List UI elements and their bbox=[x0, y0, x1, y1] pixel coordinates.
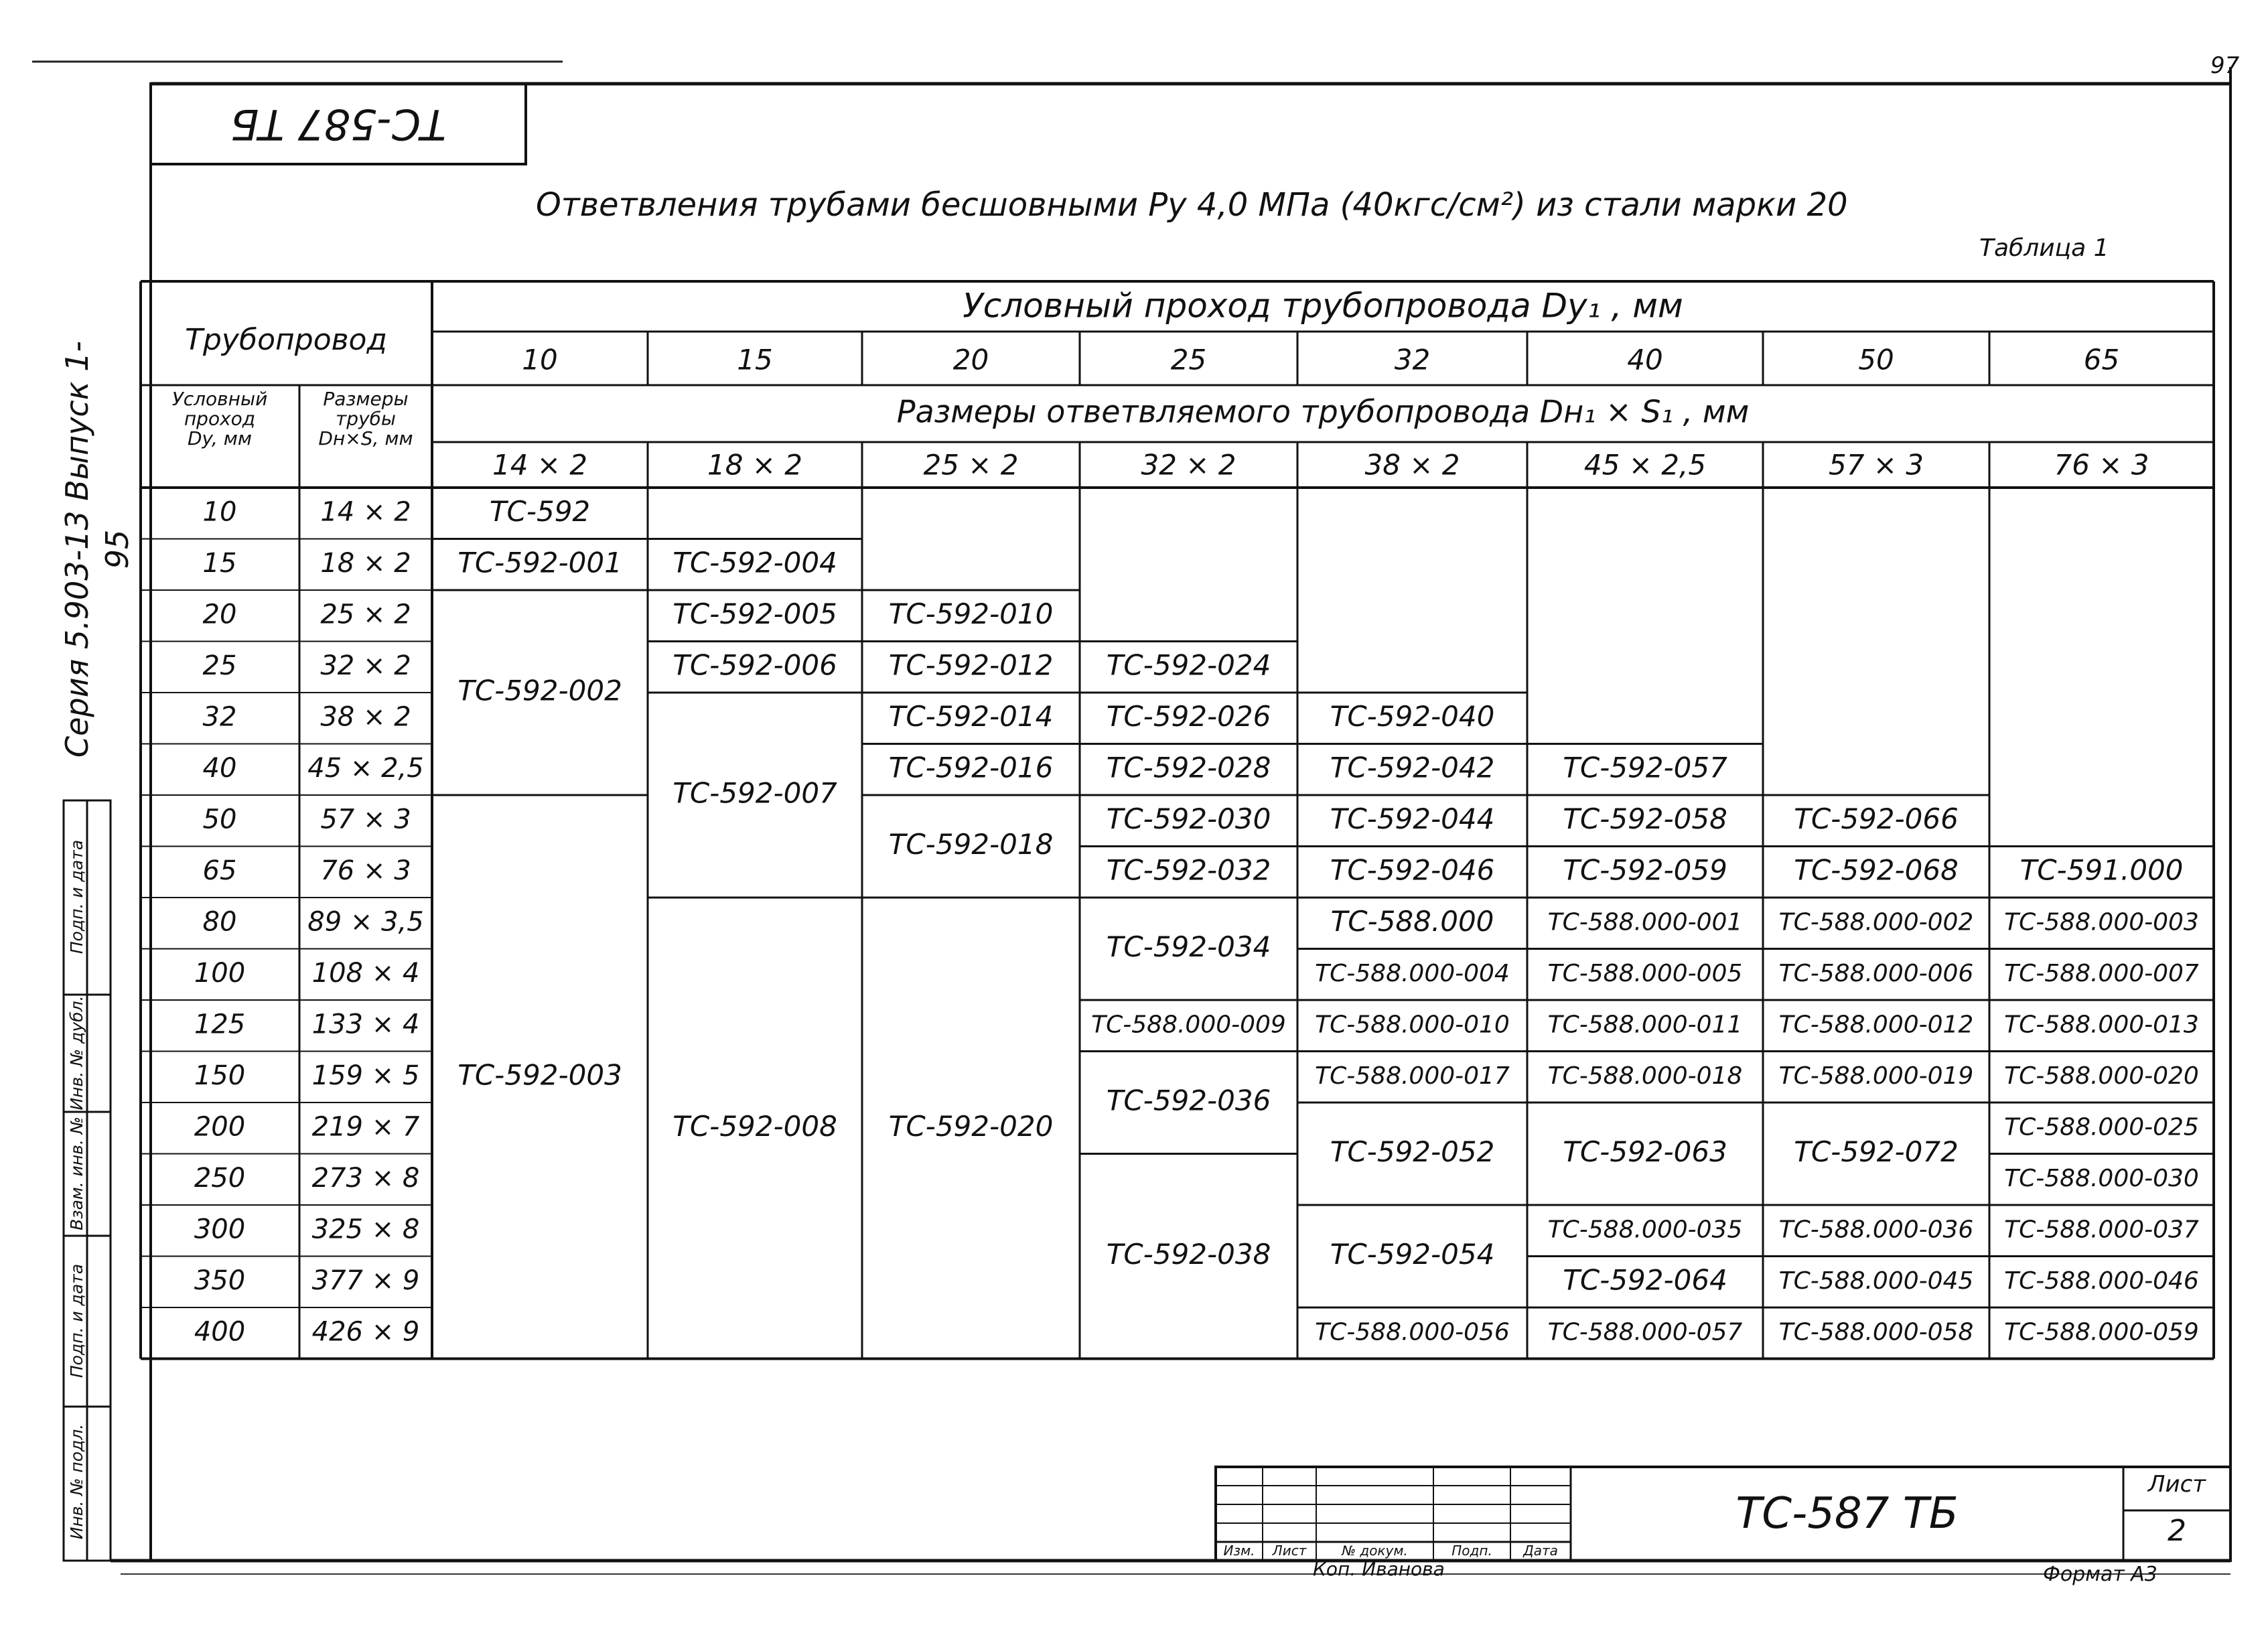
cell-тс-588-000-013: ТС-588.000-013 bbox=[2004, 1011, 2199, 1039]
cell-тс-592-007: ТС-592-007 bbox=[672, 776, 837, 810]
cell-тс-592-028: ТС-592-028 bbox=[1106, 751, 1271, 784]
side-stamp-inv-orig: Инв. № подл. bbox=[67, 1423, 86, 1540]
cell-тс-592-058: ТС-592-058 bbox=[1563, 802, 1727, 835]
cell-тс-592-054: ТС-592-054 bbox=[1330, 1238, 1495, 1271]
sub-header-dy: Условный bbox=[171, 388, 268, 410]
tb-copied-by: Коп. Иванова bbox=[1313, 1558, 1445, 1580]
pipeline-header: Трубопровод bbox=[185, 323, 387, 357]
cell-тс-592-018: ТС-592-018 bbox=[888, 828, 1054, 861]
sub-header-size: трубы bbox=[335, 407, 397, 430]
sub-header-size: Dн×S, мм bbox=[318, 427, 413, 449]
col-size-4: 38 × 2 bbox=[1364, 448, 1460, 482]
cell-тс-592-014: ТС-592-014 bbox=[888, 699, 1054, 733]
cell-тс-588-000-009: ТС-588.000-009 bbox=[1091, 1011, 1286, 1039]
cell-тс-588-000-057: ТС-588.000-057 bbox=[1547, 1318, 1743, 1346]
row-size-10: 133 × 4 bbox=[311, 1009, 420, 1040]
row-size-4: 38 × 2 bbox=[320, 701, 411, 733]
side-stamp-dup-inv: Инв. № дубл. bbox=[67, 995, 86, 1111]
col-size-1: 18 × 2 bbox=[707, 448, 803, 482]
cell-тс-592: ТС-592 bbox=[489, 494, 591, 528]
row-dy-65: 65 bbox=[202, 855, 237, 886]
cell-тс-588-000-030: ТС-588.000-030 bbox=[2004, 1164, 2199, 1192]
cell-тс-592-036: ТС-592-036 bbox=[1106, 1084, 1271, 1117]
cell-тс-592-040: ТС-592-040 bbox=[1330, 699, 1495, 733]
cell-тс-588-000-001: ТС-588.000-001 bbox=[1547, 908, 1743, 936]
cell-тс-588-000-002: ТС-588.000-002 bbox=[1778, 908, 1974, 936]
row-size-13: 273 × 8 bbox=[311, 1162, 420, 1194]
row-size-15: 377 × 9 bbox=[311, 1265, 420, 1296]
row-size-7: 76 × 3 bbox=[320, 855, 411, 886]
side-stamp-sign-date-2: Подп. и дата bbox=[67, 839, 86, 954]
row-dy-125: 125 bbox=[194, 1009, 246, 1040]
row-size-0: 14 × 2 bbox=[320, 496, 411, 528]
cell-тс-592-005: ТС-592-005 bbox=[672, 597, 837, 630]
cell-тс-588-000-059: ТС-588.000-059 bbox=[2004, 1318, 2199, 1346]
tb-label-sign: Подп. bbox=[1451, 1543, 1492, 1559]
cell-тс-592-010: ТС-592-010 bbox=[888, 597, 1054, 630]
row-dy-150: 150 bbox=[194, 1060, 246, 1091]
sub-header-size: Размеры bbox=[323, 388, 409, 410]
cell-тс-588-000-020: ТС-588.000-020 bbox=[2004, 1062, 2199, 1090]
tb-designation: ТС-587 ТБ bbox=[1735, 1489, 1959, 1539]
tb-format: Формат А3 bbox=[2043, 1563, 2157, 1586]
row-dy-80: 80 bbox=[202, 906, 237, 938]
col-size-2: 25 × 2 bbox=[923, 448, 1019, 482]
table-label: Таблица 1 bbox=[1979, 234, 2109, 262]
row-dy-200: 200 bbox=[194, 1111, 246, 1143]
row-dy-400: 400 bbox=[194, 1316, 246, 1348]
side-stamp-sign-date-1: Подп. и дата bbox=[67, 1263, 86, 1378]
row-dy-20: 20 bbox=[202, 599, 237, 630]
row-size-5: 45 × 2,5 bbox=[307, 752, 424, 784]
cell-тс-592-024: ТС-592-024 bbox=[1106, 648, 1271, 682]
cell-тс-592-008: ТС-592-008 bbox=[672, 1109, 837, 1143]
col-dy-40: 40 bbox=[1627, 343, 1663, 376]
row-dy-15: 15 bbox=[202, 547, 237, 579]
cell-тс-592-057: ТС-592-057 bbox=[1563, 751, 1727, 784]
cell-тс-588-000-019: ТС-588.000-019 bbox=[1778, 1062, 1974, 1090]
col-size-3: 32 × 2 bbox=[1141, 448, 1236, 482]
cell-тс-592-003: ТС-592-003 bbox=[457, 1058, 622, 1092]
cell-тс-592-001: ТС-592-001 bbox=[457, 546, 622, 579]
row-dy-300: 300 bbox=[194, 1214, 246, 1245]
tb-label-date: Дата bbox=[1523, 1543, 1558, 1559]
row-dy-40: 40 bbox=[202, 752, 237, 784]
cell-тс-588-000-036: ТС-588.000-036 bbox=[1778, 1216, 1974, 1244]
col-size-6: 57 × 3 bbox=[1828, 448, 1924, 482]
row-dy-250: 250 bbox=[194, 1162, 246, 1194]
row-size-11: 159 × 5 bbox=[311, 1060, 420, 1091]
cell-тс-592-016: ТС-592-016 bbox=[888, 751, 1054, 784]
cell-тс-588-000-011: ТС-588.000-011 bbox=[1547, 1011, 1743, 1039]
col-dy-50: 50 bbox=[1858, 343, 1894, 376]
cell-тс-588-000-012: ТС-588.000-012 bbox=[1778, 1011, 1974, 1039]
cell-тс-588-000-010: ТС-588.000-010 bbox=[1315, 1011, 1510, 1039]
cell-тс-588-000: ТС-588.000 bbox=[1330, 904, 1494, 938]
row-dy-100: 100 bbox=[194, 957, 246, 989]
cell-тс-592-068: ТС-592-068 bbox=[1794, 853, 1959, 887]
cell-тс-588-000-045: ТС-588.000-045 bbox=[1778, 1267, 1974, 1295]
page-title: Ответвления трубами бесшовными Ру 4,0 МПа (40кгс/см²) из стали марки 20 bbox=[536, 186, 1848, 224]
cell-тс-592-032: ТС-592-032 bbox=[1106, 853, 1271, 887]
corner-stamp: ТС-587 ТБ bbox=[230, 100, 446, 149]
cell-тс-591-000: ТС-591.000 bbox=[2019, 853, 2184, 887]
tb-sheet-label: Лист bbox=[2147, 1471, 2206, 1498]
row-dy-50: 50 bbox=[202, 804, 237, 835]
row-dy-10: 10 bbox=[202, 496, 237, 528]
col-dy-25: 25 bbox=[1170, 343, 1207, 376]
cell-тс-588-000-003: ТС-588.000-003 bbox=[2004, 908, 2199, 936]
cell-тс-592-072: ТС-592-072 bbox=[1794, 1135, 1959, 1168]
row-size-6: 57 × 3 bbox=[320, 804, 411, 835]
page-number: 97 bbox=[2210, 52, 2240, 79]
cell-тс-592-006: ТС-592-006 bbox=[672, 648, 837, 682]
tb-label-doc-no: № докум. bbox=[1342, 1543, 1408, 1559]
cell-тс-588-000-037: ТС-588.000-037 bbox=[2004, 1216, 2199, 1244]
cell-тс-592-046: ТС-592-046 bbox=[1330, 853, 1495, 887]
cell-тс-588-000-017: ТС-588.000-017 bbox=[1315, 1062, 1510, 1090]
side-stamp-replace-inv: Взам. инв. № bbox=[67, 1117, 86, 1230]
col-dy-10: 10 bbox=[522, 343, 558, 376]
row-dy-350: 350 bbox=[194, 1265, 246, 1296]
tb-sheet-number: 2 bbox=[2168, 1514, 2186, 1548]
cell-тс-592-034: ТС-592-034 bbox=[1106, 930, 1271, 963]
cell-тс-592-030: ТС-592-030 bbox=[1106, 802, 1271, 835]
cell-тс-588-000-007: ТС-588.000-007 bbox=[2004, 959, 2199, 987]
col-dy-15: 15 bbox=[737, 343, 773, 376]
cell-тс-592-038: ТС-592-038 bbox=[1106, 1238, 1271, 1271]
cell-тс-592-020: ТС-592-020 bbox=[888, 1109, 1054, 1143]
cell-тс-592-052: ТС-592-052 bbox=[1330, 1135, 1495, 1168]
cell-тс-588-000-018: ТС-588.000-018 bbox=[1547, 1062, 1743, 1090]
side-series-text: Серия 5.903-13 Выпуск 1-95 bbox=[59, 341, 135, 758]
tb-label-change: Изм. bbox=[1223, 1543, 1255, 1559]
row-dy-25: 25 bbox=[202, 650, 237, 681]
sub-header-dy: проход bbox=[184, 407, 256, 430]
branch-dims-header: Размеры ответвляемого трубопровода Dн₁ × S₁ , мм bbox=[896, 393, 1750, 430]
cell-тс-592-012: ТС-592-012 bbox=[888, 648, 1054, 682]
cell-тс-588-000-056: ТС-588.000-056 bbox=[1315, 1318, 1510, 1346]
row-size-9: 108 × 4 bbox=[311, 957, 420, 989]
row-size-1: 18 × 2 bbox=[320, 547, 411, 579]
row-size-3: 32 × 2 bbox=[320, 650, 411, 681]
row-size-14: 325 × 8 bbox=[311, 1214, 420, 1245]
row-size-8: 89 × 3,5 bbox=[307, 906, 424, 938]
row-size-2: 25 × 2 bbox=[320, 599, 411, 630]
cond-bore-header: Условный проход трубопровода Dy₁ , мм bbox=[963, 286, 1683, 326]
col-dy-65: 65 bbox=[2083, 343, 2120, 376]
cell-тс-588-000-035: ТС-588.000-035 bbox=[1547, 1216, 1743, 1244]
cell-тс-592-026: ТС-592-026 bbox=[1106, 699, 1271, 733]
cell-тс-592-044: ТС-592-044 bbox=[1330, 802, 1495, 835]
row-size-12: 219 × 7 bbox=[311, 1111, 420, 1143]
cell-тс-588-000-058: ТС-588.000-058 bbox=[1778, 1318, 1974, 1346]
col-dy-32: 32 bbox=[1394, 343, 1431, 376]
col-size-0: 14 × 2 bbox=[492, 448, 588, 482]
col-dy-20: 20 bbox=[952, 343, 989, 376]
cell-тс-588-000-046: ТС-588.000-046 bbox=[2004, 1267, 2199, 1295]
cell-тс-588-000-006: ТС-588.000-006 bbox=[1778, 959, 1974, 987]
cell-тс-592-064: ТС-592-064 bbox=[1563, 1263, 1727, 1297]
col-size-7: 76 × 3 bbox=[2054, 448, 2149, 482]
row-dy-32: 32 bbox=[202, 701, 237, 733]
row-size-16: 426 × 9 bbox=[311, 1316, 420, 1348]
cell-тс-592-066: ТС-592-066 bbox=[1794, 802, 1959, 835]
cell-тс-592-002: ТС-592-002 bbox=[457, 674, 622, 707]
cell-тс-592-004: ТС-592-004 bbox=[672, 546, 837, 579]
cell-тс-592-042: ТС-592-042 bbox=[1330, 751, 1495, 784]
cell-тс-588-000-025: ТС-588.000-025 bbox=[2004, 1113, 2199, 1141]
sub-header-dy: Dy, мм bbox=[187, 427, 253, 449]
cell-тс-588-000-004: ТС-588.000-004 bbox=[1315, 959, 1510, 987]
col-size-5: 45 × 2,5 bbox=[1583, 448, 1707, 482]
cell-тс-592-059: ТС-592-059 bbox=[1563, 853, 1727, 887]
tb-label-sheet: Лист bbox=[1272, 1543, 1307, 1559]
cell-тс-588-000-005: ТС-588.000-005 bbox=[1547, 959, 1743, 987]
cell-тс-592-063: ТС-592-063 bbox=[1563, 1135, 1727, 1168]
